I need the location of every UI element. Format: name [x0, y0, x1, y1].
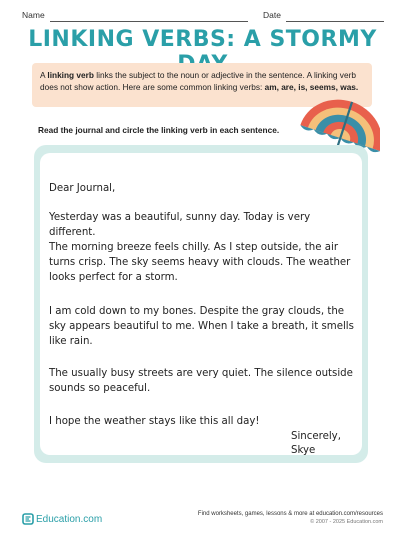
journal-paragraph-2: The morning breeze feels chilly. As I step outside, the air turns crisp. The sky seems heavy with clouds. The weather looks perfect for a storm. — [49, 242, 351, 283]
journal-signoff — [291, 430, 341, 458]
journal-paragraph-5: I hope the weather stays like this all day! — [49, 416, 260, 427]
intro-prefix: A — [40, 70, 48, 80]
journal-signature: Skye — [291, 445, 316, 456]
brand-name: Education.com — [36, 514, 103, 525]
intro-verbs: am, are, is, seems, was. — [264, 82, 359, 92]
date-field[interactable] — [286, 21, 384, 22]
journal-paragraph-1: Yesterday was a beautiful, sunny day. Today is very different. — [49, 212, 311, 238]
journal-paragraph-4: The usually busy streets are very quiet. The silence outside sounds so peaceful. — [49, 368, 353, 394]
journal-paragraph-3: I am cold down to my bones. Despite the gray clouds, the sky appears beautiful to me. When I take a breath, it smells like rain. — [49, 306, 354, 347]
footer-info — [198, 510, 383, 526]
name-date-header — [22, 9, 384, 23]
intro-text: links the subject to the noun or adjective in the sentence. A linking verb does not show action. Here are some common linking verbs: — [40, 70, 356, 92]
date-label: Date — [263, 10, 281, 20]
name-label: Name — [22, 10, 45, 20]
education-logo-icon — [22, 513, 34, 525]
journal-closing: Sincerely, — [291, 431, 341, 442]
instruction-text: Read the journal and circle the linking verb in each sentence. — [38, 125, 280, 135]
journal-greeting: Dear Journal, — [49, 183, 116, 194]
name-field[interactable] — [50, 21, 248, 22]
intro-term: linking verb — [47, 70, 94, 80]
footer-resources: Find worksheets, games, lessons & more at education.com/resources — [197, 511, 383, 517]
page-title: LINKING VERBS: A STORMY — [28, 27, 377, 52]
footer-copyright: © 2007 - 2025 Education.com — [310, 519, 383, 525]
